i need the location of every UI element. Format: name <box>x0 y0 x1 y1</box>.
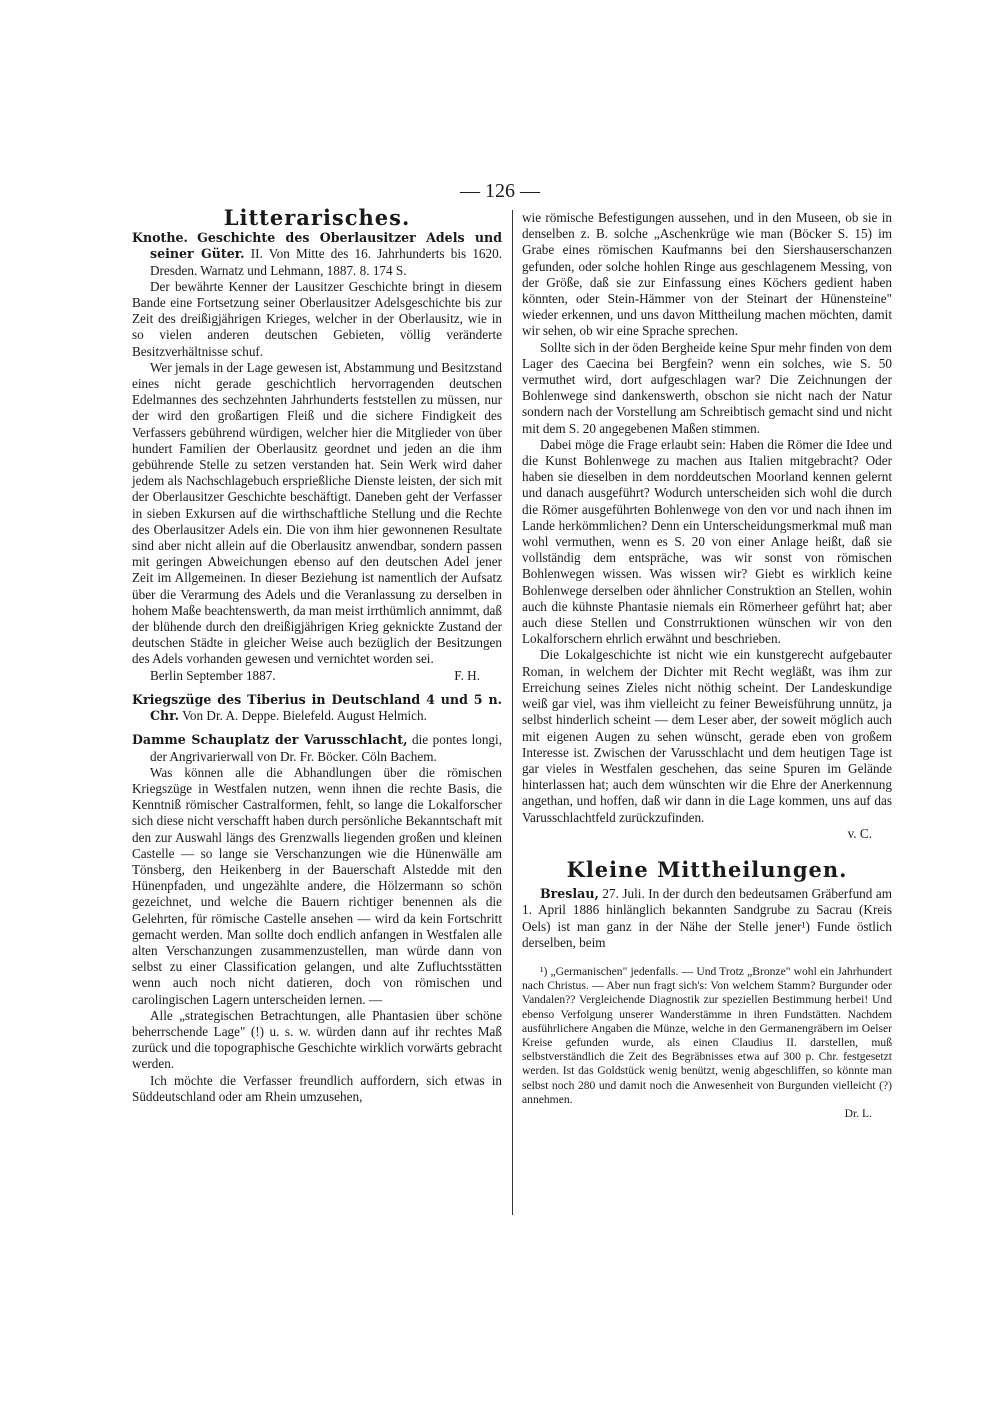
review-paragraph: wie römische Befestigungen aussehen, und in den Museen, ob sie in denselben z. B. solche „Aschenkrüge wie man (Böcker S. 15) im Grabe eines römischen Kaufmanns bei den Siershauserschanzen gefunden, oder solche hohlen Ringe aus geschlagenem Messing, von der Größe, daß sie zur Einfassung eines Köchers gedient haben könnten, oder Stein-Hämmer von der Steinart der Hünensteine" wieder erkennen, und uns davon Mittheilung machen möchten, damit wir sehen, ob wir eine Sprache sprechen. <box>522 210 892 339</box>
review-paragraph: Ich möchte die Verfasser freundlich auffordern, sich etwas in Süddeutschland oder am Rhein umzusehen, <box>132 1072 502 1104</box>
notice-place: Breslau, <box>540 886 599 902</box>
review-header-tiberius <box>132 692 502 724</box>
left-column <box>132 205 502 1105</box>
review-place-date: Berlin September 1887. <box>150 667 276 683</box>
review-signature-line <box>132 668 502 684</box>
review-title: Damme Schauplatz der Varusschlacht, <box>132 732 408 748</box>
footnote: ¹) „Germanischen" jedenfalls. — Und Trotz „Bronze" wohl ein Jahrhundert nach Christus. — Aber nun fragt sich's: Von welchem Stamm? Burgunder oder Vandalen?? Vergleichende Diagnostik zur speziellen Bestimmung herbei! Und ebenso Verfolgung unserer Wanderstämme in ihren Fundstätten. Nachdem ausführlichere Angaben die Münze, welche in den Germanengräbern im Oelser Kreise gefunden wurde, als einen Claudius II. darstellen, muß selbstverständlich die Zeit des Begräbnisses etwa auf 300 p. Chr. festgesetzt werden. Ist das Goldstück wenig benützt, wenig abgeschliffen, so könnte man selbst noch 280 und damit noch die Anwesenheit von Burgunden vielleicht (?) annehmen. <box>522 964 892 1106</box>
review-paragraph: Alle „strategischen Betrachtungen, alle Phantasien über schöne beherrschende Lage" (!) u. s. w. würden dann auf ihr rechtes Maß zurück und die topographische Geschichte wirklich vorwärts gebracht werden. <box>132 1007 502 1072</box>
right-column <box>522 210 892 1121</box>
notice-text: 27. Juli. In der durch den bedeutsamen Gräberfund am 1. April 1886 hinlänglich bekannten Sandgrube zu Sacrau (Kreis Oels) ist man ganz in der Nähe der Stelle jener¹) Funde östlich derselben, beim <box>522 886 893 950</box>
review-biblio: Von Dr. A. Deppe. Bielefeld. August Helmich. <box>182 708 427 724</box>
review-header-damme <box>132 732 502 764</box>
review-paragraph: Sollte sich in der öden Bergheide keine Spur mehr finden von dem Lager des Caecina bei Bergfein? wenn ein solches, wie S. 50 vermuthet wird, dort aufgeschlagen war? Die Zeichnungen der Bohlenwege sind dankenswerth, obschon sie nicht nach der Natur sondern nach der Vorstellung am Schreibtisch gemacht sind und nicht mit dem S. 20 angegebenen Maßen stimmen. <box>522 339 892 436</box>
review-biblio: II. Von Mitte des 16. Jahrhunderts bis 1620. Dresden. Warnatz und Lehmann, 1887. 8. 174 S. <box>150 246 502 278</box>
review-paragraph: Was können alle die Abhandlungen über die römischen Kriegszüge in Westfalen nutzen, wenn ihnen die rechte Basis, die Kenntniß römischer Castralformen, fehlt, so lange die Lokalforscher sich diese nicht verschafft haben durch persönliche Bekanntschaft mit den zur Auswahl längs des Grenzwalls liegenden großen und kleinen Castelle — so lange sie Verschanzungen wie die Hünenwälle am Tönsberg, den Heikenberg in der Bauerschaft Alstedde mit den Hünenpfaden, und ungezählte andere, die Hölzermann so schön gezeichnet, und welche die Bauern richtiger benennen als die Gelehrten, für römische Castelle ansehen — wird da kein Fortschritt gemacht werden. Man sollte doch endlich anfangen in Westfalen alle alten Verschanzungen zusammenzustellen, man würde dann von selbst zu einer Classification gelangen, und alte Zufluchtsstätten wenn auch noch nicht datieren, doch von römischen und carolingischen Lagern unterscheiden lernen. — <box>132 764 502 1007</box>
review-author: Knothe. <box>132 230 188 246</box>
review-paragraph: Der bewährte Kenner der Lausitzer Geschichte bringt in diesem Bande eine Fortsetzung seiner Oberlausitzer Adelsgeschichte bis zur Zeit des dreißigjährigen Krieges, welcher in der Oberlausitz, wie in so vielen anderen deutschen Gebieten, völlig veränderte Besitzverhältnisse schuf. <box>132 278 502 359</box>
notice-paragraph <box>522 886 892 951</box>
column-divider <box>512 210 513 1215</box>
section-heading-litterarisches: Litterarisches. <box>223 205 411 230</box>
review-biblio: die pontes longi, der Angrivarierwall von Dr. Fr. Böcker. Cöln Bachem. <box>150 732 502 764</box>
review-signature: v. C. <box>847 825 872 841</box>
page-number: — 126 — <box>460 180 540 202</box>
footnote-signature: Dr. L. <box>844 1106 872 1120</box>
review-paragraph: Dabei möge die Frage erlaubt sein: Haben die Römer die Idee und die Kunst Bohlenwege zu machen aus Italien mitgebracht? Oder haben sie dieselben in dem norddeutschen Moorland kennen gelernt und danach ausgeführt? Wodurch unterscheiden sich wohl die durch die Römer ausgeführten Bohlenwege von den vor und nach ihnen im Lande herkömmlichen? Denn ein Unterscheidungsmerkmal muß man wohl vermuthen, wenn es S. 20 von einer Anlage heißt, daß sie vollständig dem entspräche, was wir sonst von römischen Bohlenwegen wissen. Was wissen wir? Giebt es wirklich keine Bohlenwege derselben oder ähnlicher Construktion an Stellen, wohin auch die kühnste Phantasie niemals ein Römerheer geführt hat; aber auch diese Stellen und Constrruktionen wünschen wir von den Lokalforschern ehrlich erwähnt und beschrieben. <box>522 436 892 647</box>
review-header-knothe <box>132 230 502 279</box>
section-heading-kleine-mittheilungen: Kleine Mittheilungen. <box>566 856 848 882</box>
review-title: Geschichte des Oberlausitzer Adels und seiner Güter. <box>150 230 502 262</box>
review-paragraph: Wer jemals in der Lage gewesen ist, Abstammung und Besitzstand eines nicht gerade geschichtlich hervorragenden deutschen Edelmannes des sechzehnten Jahrhunderts feststellen zu müssen, nur der wird den großartigen Fleiß und die sichere Findigkeit des Verfassers gebührend würdigen, welcher hier die Mitglieder von über hundert Familien der Oberlausitz geordnet und jeden an die ihm gebührende Stelle zu setzen verstanden hat. Sein Werk wird daher jedem als Nachschlagebuch ersprießliche Dienste leisten, der sich mit der Oberlausitzer Geschichte beschäftigt. Daneben geht der Verfasser in sieben Exkursen auf die wirthschaftliche Stellung und die Rechte des Oberlausitzer Adels ein. Die von ihm hier gewonnenen Resultate sind aber nicht allein auf die Oberlausitz anwendbar, sondern passen mit geringen Abweichungen ebenso auf den deutschen Adel jener Zeit im Allgemeinen. In dieser Beziehung ist namentlich der Aufsatz über die Verarmung des Adels und die Veranlassung zu derselben in hohem Maße beachtenswerth, da man meist irrthümlich annimmt, daß der blühende durch den dreißigjährigen Krieg geknickte Zustand der deutschen Städte in gleicher Weise auch bezüglich der Besitzungen des Adels vorhanden gewesen und vernichtet worden sei. <box>132 359 502 667</box>
review-title: Kriegszüge des Tiberius in Deutschland 4 und 5 n. Chr. <box>132 691 502 724</box>
review-signature: F. H. <box>454 667 480 683</box>
review-paragraph: Die Lokalgeschichte ist nicht wie ein kunstgerecht aufgebauter Roman, in welchem der Dichter mit Recht wegläßt, was ihm zur Erreichung seines Zieles nicht nöthig scheint. Der Landeskundige weiß gar viel, was ihm vielleicht zu feiner Beweisführung unnütz, ja selbst hinderlich scheint — dem Leser aber, der soweit möglich auch mit eigenen Augen zu sehen wünscht, gerade eben von großem Interesse ist. Zwischen der Varusschlacht und dem heutigen Tage ist gar vieles in Westfalen geschehen, das seine Spuren im Gelände hinterlassen hat; auch dem wünschten wir die Ehre der Anerkennung angethan, und hoffen, daß wir dann in die Lage kommen, uns auf das Varusschlachtfeld zurückzufinden. <box>522 647 892 825</box>
